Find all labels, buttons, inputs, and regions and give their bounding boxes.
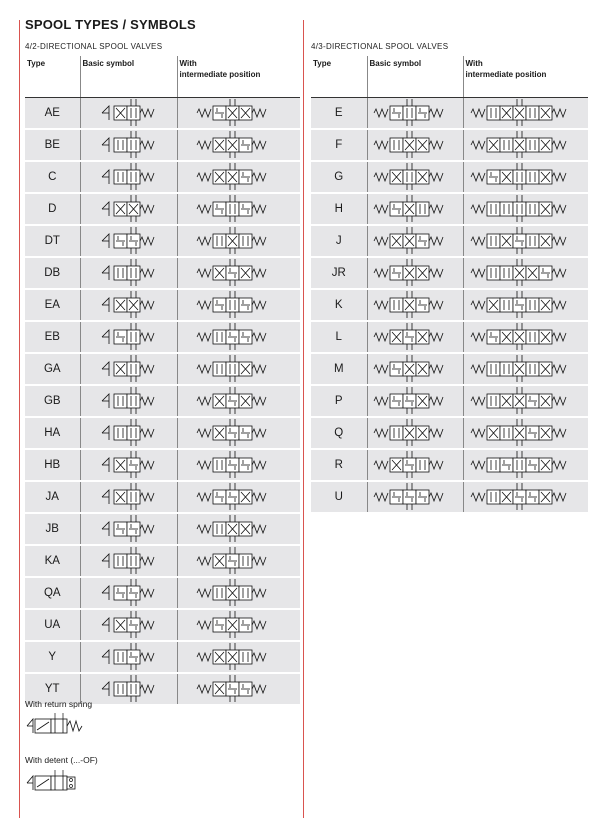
spool-row — [311, 321, 588, 353]
basic-symbol-cell — [367, 321, 463, 353]
basic-symbol-cell — [80, 97, 177, 129]
intermediate-symbol-cell — [177, 321, 300, 353]
spool-row — [311, 161, 588, 193]
left-section-heading: 4/2-DIRECTIONAL SPOOL VALVES — [25, 42, 163, 51]
basic-symbol-cell — [80, 609, 177, 641]
return-spring-label: With return spring — [25, 699, 93, 709]
basic-symbol-cell — [80, 449, 177, 481]
basic-symbol-cell — [80, 161, 177, 193]
spool-type-code: C — [25, 161, 80, 193]
spool-row — [25, 641, 300, 673]
basic-symbol-cell — [80, 321, 177, 353]
basic-symbol-cell — [80, 353, 177, 385]
valve-symbol — [195, 162, 282, 192]
edge-marker — [591, 780, 595, 820]
intermediate-symbol-cell — [463, 353, 588, 385]
spool-type-code: JB — [25, 513, 80, 545]
basic-symbol-cell — [367, 481, 463, 513]
spool-type-code: D — [25, 193, 80, 225]
intermediate-symbol-cell — [177, 673, 300, 705]
valve-symbol — [469, 418, 582, 448]
spool-type-code: Y — [25, 641, 80, 673]
basic-symbol-cell — [80, 385, 177, 417]
valve-symbol — [372, 162, 459, 192]
spool-table-4-3 — [311, 56, 588, 514]
spool-type-code: E — [311, 97, 367, 129]
spool-row — [311, 417, 588, 449]
intermediate-symbol-cell — [177, 481, 300, 513]
basic-symbol-cell — [80, 481, 177, 513]
valve-symbol — [195, 258, 282, 288]
valve-symbol — [372, 354, 459, 384]
valve-symbol — [195, 482, 282, 512]
spool-type-code: K — [311, 289, 367, 321]
valve-symbol — [195, 130, 282, 160]
basic-symbol-cell — [367, 161, 463, 193]
spool-row — [25, 129, 300, 161]
basic-symbol-cell — [80, 673, 177, 705]
spool-row — [311, 193, 588, 225]
intermediate-symbol-cell — [177, 129, 300, 161]
valve-symbol — [195, 546, 282, 576]
spool-row — [25, 449, 300, 481]
basic-symbol-cell — [367, 257, 463, 289]
valve-symbol — [100, 322, 158, 352]
valve-symbol — [195, 418, 282, 448]
spool-type-code: F — [311, 129, 367, 161]
valve-symbol — [469, 130, 582, 160]
intermediate-symbol-cell — [463, 289, 588, 321]
valve-symbol — [100, 386, 158, 416]
valve-symbol — [100, 258, 158, 288]
basic-symbol-cell — [80, 289, 177, 321]
right-section-heading: 4/3-DIRECTIONAL SPOOL VALVES — [311, 42, 449, 51]
intermediate-symbol-cell — [463, 97, 588, 129]
col-intermediate-header — [177, 56, 300, 97]
basic-symbol-cell — [367, 417, 463, 449]
spool-type-code: GB — [25, 385, 80, 417]
valve-symbol — [100, 482, 158, 512]
spool-row — [25, 289, 300, 321]
spool-type-code: U — [311, 481, 367, 513]
valve-symbol — [372, 450, 459, 480]
col-basic-symbol-header: Basic symbol — [80, 56, 177, 97]
spool-row — [311, 97, 588, 129]
col-intermediate-line2: intermediate position — [179, 70, 261, 79]
spool-type-code: H — [311, 193, 367, 225]
valve-symbol — [100, 226, 158, 256]
intermediate-symbol-cell — [177, 417, 300, 449]
intermediate-symbol-cell — [177, 513, 300, 545]
col-intermediate-line1: With — [465, 59, 483, 68]
col-intermediate-header — [463, 56, 588, 97]
spool-type-code: G — [311, 161, 367, 193]
spool-row — [311, 449, 588, 481]
valve-symbol — [100, 450, 158, 480]
detent-symbol — [25, 769, 85, 795]
valve-symbol — [372, 418, 459, 448]
spool-type-code: QA — [25, 577, 80, 609]
valve-symbol — [372, 322, 459, 352]
intermediate-symbol-cell — [463, 481, 588, 513]
spool-row — [25, 513, 300, 545]
intermediate-symbol-cell — [177, 257, 300, 289]
valve-symbol — [469, 354, 582, 384]
valve-symbol — [469, 322, 582, 352]
valve-symbol — [469, 386, 582, 416]
basic-symbol-cell — [367, 225, 463, 257]
valve-symbol — [372, 482, 459, 512]
intermediate-symbol-cell — [177, 225, 300, 257]
intermediate-symbol-cell — [177, 193, 300, 225]
valve-symbol — [372, 226, 459, 256]
intermediate-symbol-cell — [463, 257, 588, 289]
intermediate-symbol-cell — [177, 161, 300, 193]
col-type-header: Type — [311, 56, 367, 97]
spool-row — [311, 129, 588, 161]
basic-symbol-cell — [367, 353, 463, 385]
spool-type-code: Q — [311, 417, 367, 449]
spool-row — [311, 385, 588, 417]
intermediate-symbol-cell — [177, 577, 300, 609]
valve-symbol — [469, 162, 582, 192]
valve-symbol — [195, 674, 282, 704]
spool-row — [25, 193, 300, 225]
spool-type-code: UA — [25, 609, 80, 641]
valve-symbol — [195, 354, 282, 384]
valve-symbol — [195, 578, 282, 608]
spool-type-code: R — [311, 449, 367, 481]
intermediate-symbol-cell — [463, 193, 588, 225]
basic-symbol-cell — [80, 129, 177, 161]
valve-symbol — [372, 130, 459, 160]
basic-symbol-cell — [367, 193, 463, 225]
valve-symbol — [469, 194, 582, 224]
intermediate-symbol-cell — [463, 385, 588, 417]
spool-row — [25, 609, 300, 641]
spool-type-code: L — [311, 321, 367, 353]
spool-type-code: EA — [25, 289, 80, 321]
valve-symbol — [469, 258, 582, 288]
spool-type-code: DB — [25, 257, 80, 289]
spool-row — [311, 289, 588, 321]
valve-symbol — [195, 386, 282, 416]
intermediate-symbol-cell — [177, 385, 300, 417]
valve-symbol — [100, 162, 158, 192]
intermediate-symbol-cell — [177, 353, 300, 385]
valve-symbol — [100, 290, 158, 320]
basic-symbol-cell — [80, 577, 177, 609]
spool-type-code: HB — [25, 449, 80, 481]
intermediate-symbol-cell — [177, 641, 300, 673]
spool-row — [25, 577, 300, 609]
spool-row — [311, 353, 588, 385]
basic-symbol-cell — [80, 257, 177, 289]
intermediate-symbol-cell — [463, 417, 588, 449]
basic-symbol-cell — [367, 129, 463, 161]
spool-type-code: AE — [25, 97, 80, 129]
intermediate-symbol-cell — [177, 609, 300, 641]
intermediate-symbol-cell — [463, 225, 588, 257]
valve-symbol — [469, 450, 582, 480]
basic-symbol-cell — [367, 385, 463, 417]
spool-row — [25, 225, 300, 257]
spool-type-code: J — [311, 225, 367, 257]
intermediate-symbol-cell — [177, 97, 300, 129]
valve-symbol — [469, 98, 582, 128]
valve-symbol — [100, 578, 158, 608]
valve-symbol — [100, 674, 158, 704]
valve-symbol — [100, 130, 158, 160]
spool-type-code: JA — [25, 481, 80, 513]
valve-symbol — [195, 322, 282, 352]
col-basic-symbol-header: Basic symbol — [367, 56, 463, 97]
spool-type-code: M — [311, 353, 367, 385]
basic-symbol-cell — [367, 449, 463, 481]
intermediate-symbol-cell — [463, 321, 588, 353]
page-title: SPOOL TYPES / SYMBOLS — [25, 17, 196, 32]
spool-type-code: P — [311, 385, 367, 417]
spool-row — [25, 321, 300, 353]
spool-type-code: BE — [25, 129, 80, 161]
valve-symbol — [195, 290, 282, 320]
basic-symbol-cell — [80, 545, 177, 577]
intermediate-symbol-cell — [177, 545, 300, 577]
spool-type-code: HA — [25, 417, 80, 449]
col-intermediate-line2: intermediate position — [465, 70, 547, 79]
left-margin-rule — [19, 20, 20, 818]
valve-symbol — [372, 98, 459, 128]
basic-symbol-cell — [80, 641, 177, 673]
intermediate-symbol-cell — [463, 449, 588, 481]
valve-symbol — [100, 546, 158, 576]
valve-symbol — [195, 226, 282, 256]
return-spring-symbol — [25, 712, 85, 736]
spool-row — [25, 385, 300, 417]
basic-symbol-cell — [80, 225, 177, 257]
spool-row — [25, 481, 300, 513]
col-type-header: Type — [25, 56, 80, 97]
detent-label: With detent (...-OF) — [25, 755, 98, 765]
valve-symbol — [372, 386, 459, 416]
col-intermediate-line1: With — [179, 59, 197, 68]
spool-row — [25, 545, 300, 577]
spool-type-code: EB — [25, 321, 80, 353]
valve-symbol — [372, 290, 459, 320]
spool-row — [311, 257, 588, 289]
basic-symbol-cell — [80, 513, 177, 545]
spool-row — [25, 417, 300, 449]
valve-symbol — [469, 482, 582, 512]
spool-row — [25, 257, 300, 289]
valve-symbol — [195, 514, 282, 544]
valve-symbol — [100, 98, 158, 128]
spool-type-code: KA — [25, 545, 80, 577]
valve-symbol — [195, 450, 282, 480]
spool-row — [311, 225, 588, 257]
spool-row — [311, 481, 588, 513]
spool-row — [25, 353, 300, 385]
spool-type-code: GA — [25, 353, 80, 385]
valve-symbol — [195, 98, 282, 128]
basic-symbol-cell — [367, 97, 463, 129]
intermediate-symbol-cell — [177, 289, 300, 321]
basic-symbol-cell — [80, 193, 177, 225]
valve-symbol — [372, 194, 459, 224]
valve-symbol — [100, 354, 158, 384]
spool-table-4-2 — [25, 56, 300, 706]
intermediate-symbol-cell — [463, 129, 588, 161]
spool-type-code: DT — [25, 225, 80, 257]
spool-row — [25, 161, 300, 193]
valve-symbol — [100, 610, 158, 640]
valve-symbol — [100, 194, 158, 224]
valve-symbol — [195, 642, 282, 672]
valve-symbol — [100, 514, 158, 544]
spool-type-code: YT — [25, 673, 80, 705]
valve-symbol — [195, 194, 282, 224]
intermediate-symbol-cell — [177, 449, 300, 481]
valve-symbol — [372, 258, 459, 288]
valve-symbol — [195, 610, 282, 640]
spool-type-code: JR — [311, 257, 367, 289]
valve-symbol — [469, 290, 582, 320]
basic-symbol-cell — [80, 417, 177, 449]
center-rule — [303, 20, 304, 818]
valve-symbol — [100, 418, 158, 448]
valve-symbol — [469, 226, 582, 256]
intermediate-symbol-cell — [463, 161, 588, 193]
spool-row — [25, 97, 300, 129]
basic-symbol-cell — [367, 289, 463, 321]
valve-symbol — [100, 642, 158, 672]
